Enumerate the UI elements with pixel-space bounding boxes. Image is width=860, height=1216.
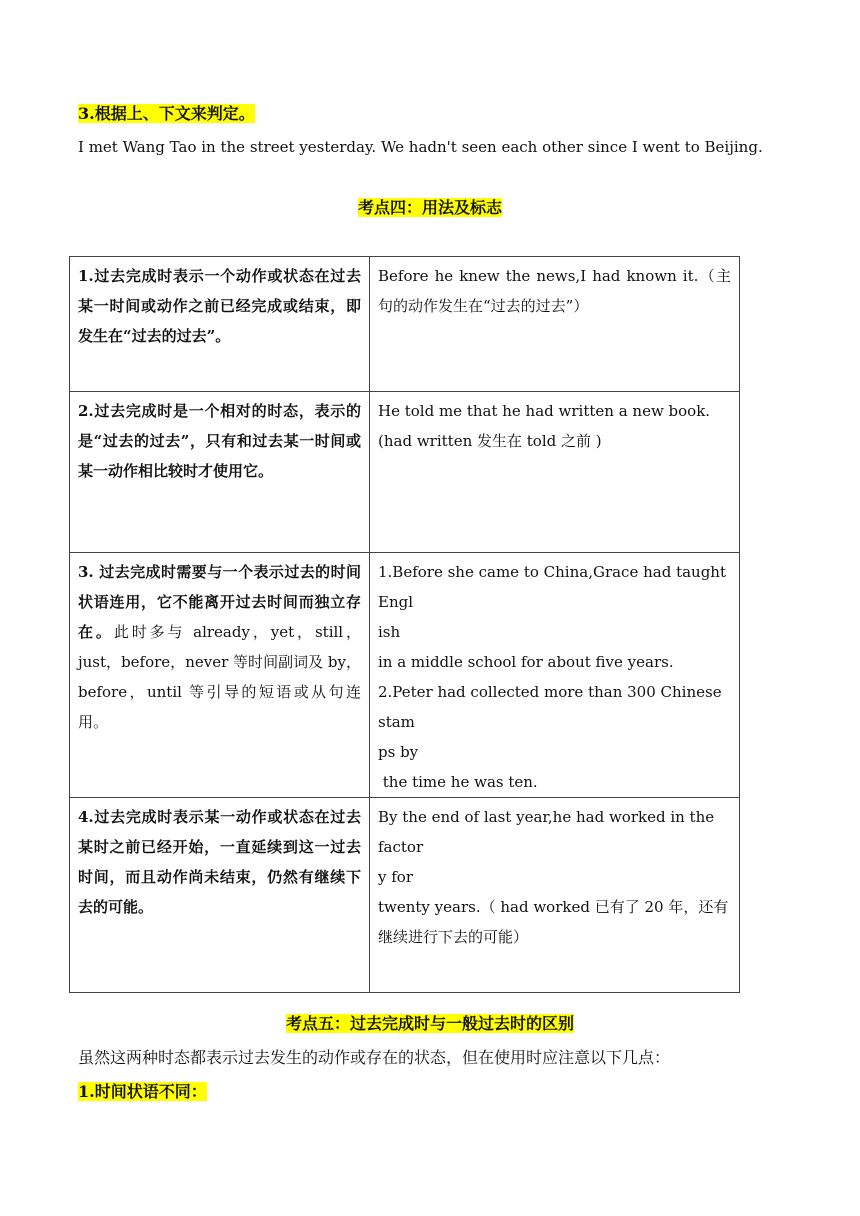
example-line: ps by — [378, 743, 419, 761]
example-line: twenty years.（ had worked 已有了 20 年，还有继续进行下去的可能） — [378, 898, 729, 946]
table-row — [70, 553, 740, 798]
example-cell — [370, 798, 740, 993]
table-row — [70, 798, 740, 993]
example-line: in a middle school for about five years. — [378, 653, 674, 671]
example-line: ish — [378, 623, 401, 641]
example-line: 2.Peter had collected more than 300 Chinese stam — [378, 683, 722, 731]
rule-cell: 1.过去完成时表示一个动作或状态在过去某一时间或动作之前已经完成或结束，即发生在“过去的过去”。 — [70, 257, 370, 392]
rule-cell: 4.过去完成时表示某一动作或状态在过去某时之前已经开始，一直延续到这一过去时间，而且动作尚未结束，仍然有继续下去的可能。 — [70, 798, 370, 993]
example-line: 1.Before she came to China,Grace had taught Engl — [378, 563, 726, 611]
section-3-heading-text: 3.根据上、下文来判定。 — [78, 104, 255, 123]
example-line: He told me that he had written a new book. — [378, 402, 711, 420]
table-row — [70, 392, 740, 553]
example-line: the time he was ten. — [378, 773, 538, 791]
kaodian-5-intro: 虽然这两种时态都表示过去发生的动作或存在的状态，但在使用时应注意以下几点： — [78, 1048, 671, 1067]
kaodian-5-point-1-text: 1.时间状语不同： — [78, 1082, 207, 1101]
rule-cell: 2.过去完成时是一个相对的时态，表示的是“过去的过去”，只有和过去某一时间或某一动作相比较时才使用它。 — [70, 392, 370, 553]
kaodian-5-point-1 — [78, 1080, 207, 1104]
section-3-example: I met Wang Tao in the street yesterday. We hadn't seen each other since I went to Beijing. — [78, 138, 763, 156]
example-cell — [370, 257, 740, 392]
example-line: (had written 发生在 told 之前 ) — [378, 432, 602, 450]
usage-table — [69, 256, 740, 993]
example-line: Before he knew the news,I had known it.（主句的动作发生在“过去的过去”） — [378, 267, 731, 315]
example-line: y for — [378, 868, 413, 886]
kaodian-4-title — [0, 196, 860, 220]
rule-normal-text: 此时多与 already，yet，still，just，before，never 等时间副词及 by，before，until 等引导的短语或从句连用。 — [78, 623, 361, 731]
kaodian-5-title — [0, 1012, 860, 1036]
rule-cell — [70, 553, 370, 798]
section-3-heading — [78, 102, 255, 126]
kaodian-5-title-text: 考点五：过去完成时与一般过去时的区别 — [285, 1014, 574, 1033]
example-cell — [370, 392, 740, 553]
example-line: By the end of last year,he had worked in the factor — [378, 808, 715, 856]
table-row — [70, 257, 740, 392]
rule-bold-text: 3. 过去完成时需要与一个表示过去的时间状语连用，它不能离开过去时间而独立存在。 — [78, 563, 361, 641]
kaodian-4-title-text: 考点四：用法及标志 — [357, 198, 502, 217]
example-cell — [370, 553, 740, 798]
